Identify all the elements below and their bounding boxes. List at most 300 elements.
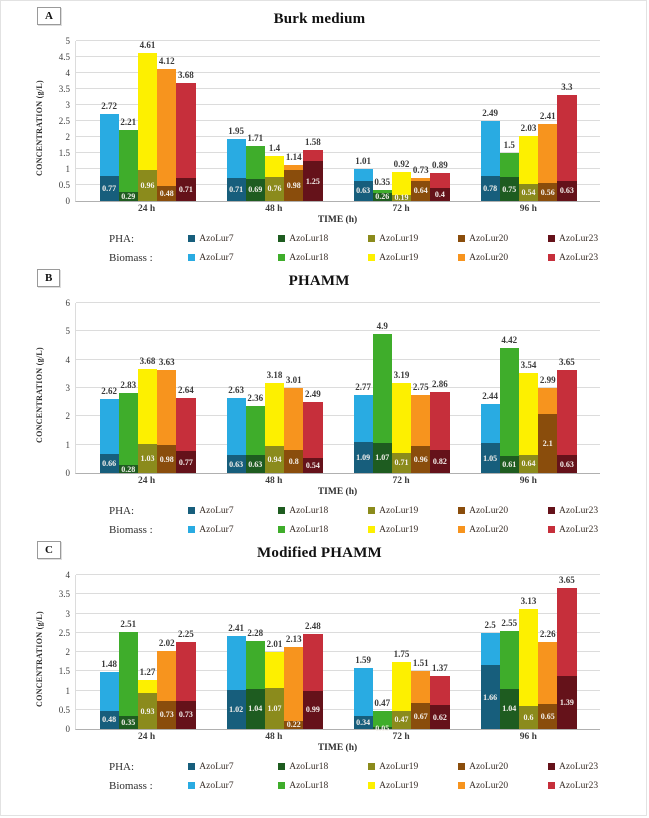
pha-segment-azolur19: [519, 455, 538, 473]
pha-segment-azolur7: [481, 443, 500, 473]
pha-segment-azolur18: [500, 177, 519, 201]
bar-azolur18-48h: [246, 628, 265, 729]
biomass-value-label: 3.65: [559, 356, 575, 367]
legend-swatch-icon: [458, 507, 465, 514]
pha-segment-azolur18: [373, 443, 392, 473]
legend-item-azolur18: [278, 234, 368, 244]
pha-segment-azolur7: [354, 181, 373, 201]
pha-segment-azolur7: [354, 716, 373, 729]
legend-item-azolur7: [188, 253, 278, 263]
biomass-value-label: 2.03: [520, 123, 537, 134]
legend-item-azolur7: [188, 781, 278, 791]
bar-azolur20-24h: [157, 56, 176, 201]
pha-value-label: 0.61: [502, 459, 517, 469]
pha-segment-azolur19: [138, 444, 157, 473]
y-tick-label: 0.5: [58, 180, 70, 190]
pha-segment-azolur20: [538, 183, 557, 201]
biomass-value-label: 2.13: [285, 634, 302, 644]
biomass-value-label: 2.48: [305, 620, 321, 631]
pha-segment-azolur19: [138, 170, 157, 201]
bar-azolur7-48h: [227, 125, 246, 201]
pha-value-label: 0.94: [267, 455, 282, 465]
biomass-value-label: 3.68: [178, 70, 194, 81]
bar-azolur23-48h: [303, 620, 322, 729]
bar-azolur23-24h: [176, 385, 195, 473]
legend-swatch-icon: [188, 254, 195, 261]
legend-swatch-icon: [368, 763, 375, 770]
bar-azolur7-96h: [481, 390, 500, 473]
pha-segment-azolur23: [176, 451, 195, 473]
biomass-value-label: 2.72: [101, 100, 117, 111]
legend-swatch-icon: [278, 507, 285, 514]
bar-group-96h: [481, 334, 577, 473]
biomass-value-label: 2.44: [482, 390, 498, 401]
legend-swatch-icon: [458, 254, 465, 261]
pha-value-label: 0.4: [434, 190, 445, 200]
plot-wrap-c: [75, 575, 600, 742]
legend-item-azolur19: [368, 781, 458, 791]
pha-segment-azolur19: [519, 706, 538, 729]
pha-value-label: 1.02: [229, 704, 244, 714]
panel-label-a: A: [37, 7, 61, 25]
bar-groups: [76, 41, 600, 201]
legend-swatch-icon: [548, 507, 555, 514]
bar-azolur23-96h: [557, 575, 576, 729]
y-tick-label: 1: [65, 685, 70, 696]
bar-azolur7-24h: [100, 659, 119, 729]
pha-segment-azolur19: [392, 711, 411, 729]
pha-value-label: 0.56: [540, 187, 555, 197]
legend-item-label: AzoLur20: [469, 761, 509, 772]
legend-swatch-icon: [188, 526, 195, 533]
bar-azolur19-96h: [519, 595, 538, 730]
bar-azolur20-72h: [411, 382, 430, 473]
bar-azolur20-48h: [284, 151, 303, 201]
biomass-value-label: 2.01: [266, 638, 283, 649]
bar-groups: [76, 575, 600, 733]
x-tick-label: 48 h: [265, 732, 283, 742]
y-tick-label: 2.5: [58, 116, 70, 126]
biomass-value-label: 1.5: [503, 140, 515, 150]
legend-b: [109, 501, 638, 539]
biomass-value-label: 2.5: [484, 619, 496, 630]
legend-swatch-icon: [188, 507, 195, 514]
y-tick-label: 1.5: [58, 666, 70, 677]
pha-value-label: 0.71: [229, 185, 244, 195]
pha-value-label: 0.77: [178, 457, 193, 467]
plot-area-b: [75, 303, 600, 474]
bar-azolur18-96h: [500, 334, 519, 473]
pha-value-label: 0.76: [267, 184, 282, 194]
bar-azolur7-96h: [481, 108, 500, 201]
x-tick-label: 24 h: [138, 204, 156, 214]
legend-item-label: AzoLur18: [289, 761, 329, 772]
biomass-value-label: 1.48: [101, 659, 117, 670]
pha-segment-azolur18: [373, 193, 392, 201]
legend-swatch-icon: [458, 763, 465, 770]
legend-item-azolur19: [368, 234, 458, 244]
legend-item-azolur7: [188, 234, 278, 244]
biomass-value-label: 0.89: [432, 159, 448, 170]
legend-swatch-icon: [278, 782, 285, 789]
pha-value-label: 2.1: [542, 438, 553, 448]
legend-role-label: Biomass :: [109, 523, 153, 536]
bar-azolur23-72h: [430, 663, 449, 729]
bar-azolur23-96h: [557, 356, 576, 473]
legend-item-azolur7: [188, 525, 278, 535]
bar-azolur19-72h: [392, 158, 411, 203]
pha-segment-azolur18: [500, 689, 519, 729]
pha-value-label: 0.67: [413, 711, 428, 721]
biomass-value-label: 2.63: [228, 385, 244, 396]
legend-item-azolur23: [548, 525, 638, 535]
biomass-value-label: 1.37: [432, 663, 448, 674]
bar-azolur23-96h: [557, 82, 576, 201]
legend-swatch-icon: [548, 763, 555, 770]
pha-segment-azolur20: [284, 721, 303, 729]
legend-item-label: AzoLur7: [199, 252, 234, 263]
x-tick-label: 48 h: [265, 204, 283, 214]
pha-segment-azolur23: [176, 701, 195, 729]
bar-azolur19-48h: [265, 143, 284, 201]
legend-item-label: AzoLur23: [559, 524, 599, 535]
biomass-value-label: 3.68: [139, 355, 156, 366]
biomass-value-label: 2.75: [412, 382, 429, 393]
bar-azolur23-24h: [176, 629, 195, 729]
biomass-value-label: 3.18: [266, 369, 283, 380]
y-tick-label: 3: [65, 608, 70, 619]
plot-wrap-b: [75, 303, 600, 486]
x-axis-title-c: TIME (h): [317, 743, 358, 753]
pha-value-label: 0.63: [559, 186, 574, 196]
bar-azolur18-24h: [119, 117, 138, 201]
bar-azolur18-72h: [373, 697, 392, 733]
pha-segment-azolur20: [157, 701, 176, 729]
bar-azolur19-96h: [519, 359, 538, 473]
pha-segment-azolur7: [354, 442, 373, 473]
bar-azolur20-96h: [538, 629, 557, 729]
biomass-value-label: 2.41: [539, 110, 556, 121]
pha-value-label: 1.04: [248, 704, 263, 714]
y-tick-label: 2: [65, 647, 70, 657]
legend-role-label: PHA:: [109, 232, 135, 245]
legend-row-pha: [109, 501, 638, 520]
pha-value-label: 0.64: [413, 186, 428, 196]
legend-item-azolur23: [548, 506, 638, 516]
chart-b: [35, 298, 638, 486]
bar-azolur20-72h: [411, 657, 430, 729]
bar-azolur19-72h: [392, 369, 411, 473]
bar-azolur18-48h: [246, 133, 265, 201]
legend-swatch-icon: [368, 782, 375, 789]
bar-azolur23-72h: [430, 378, 449, 473]
pha-segment-azolur18: [373, 723, 392, 733]
legend-item-azolur19: [368, 525, 458, 535]
pha-segment-azolur23: [303, 458, 322, 473]
bar-azolur23-24h: [176, 70, 195, 201]
legend-item-azolur19: [368, 253, 458, 263]
biomass-value-label: 3.01: [285, 374, 302, 385]
bar-azolur18-96h: [500, 617, 519, 729]
chart-title-c: Modified PHAMM: [257, 545, 382, 561]
bar-group-72h: [354, 321, 450, 473]
pha-value-label: 0.73: [159, 710, 174, 720]
legend-item-label: AzoLur7: [199, 761, 234, 772]
bar-group-24h: [100, 619, 196, 729]
legend-swatch-icon: [458, 526, 465, 533]
legend-item-label: AzoLur20: [469, 252, 509, 263]
legend-swatch-icon: [188, 782, 195, 789]
y-tick-label: 3: [65, 383, 70, 393]
bar-group-48h: [227, 125, 323, 201]
legend-item-label: AzoLur23: [559, 505, 599, 516]
legend-item-label: AzoLur19: [379, 252, 419, 263]
chart-title-a: Burk medium: [273, 11, 366, 27]
bar-azolur20-24h: [157, 357, 176, 473]
pha-segment-azolur18: [119, 716, 138, 729]
pha-value-label: 0.8: [288, 457, 299, 467]
bar-azolur20-48h: [284, 374, 303, 473]
pha-segment-azolur23: [303, 161, 322, 201]
pha-value-label: 0.78: [483, 184, 498, 194]
pha-value-label: 1.04: [502, 704, 517, 714]
pha-segment-azolur19: [392, 453, 411, 473]
legend-swatch-icon: [278, 526, 285, 533]
legend-swatch-icon: [458, 235, 465, 242]
x-tick-label: 72 h: [392, 204, 410, 214]
biomass-value-label: 2.28: [247, 628, 264, 639]
legend-item-label: AzoLur18: [289, 233, 329, 244]
pha-value-label: 0.65: [540, 711, 555, 721]
bar-azolur20-96h: [538, 110, 557, 201]
legend-row-pha: [109, 757, 638, 776]
legend-item-label: AzoLur7: [199, 505, 234, 516]
biomass-value-label: 2.83: [120, 379, 137, 390]
pha-segment-azolur23: [430, 188, 449, 201]
pha-segment-azolur23: [557, 181, 576, 201]
biomass-value-label: 1.58: [305, 137, 321, 148]
biomass-value-label: 1.51: [412, 657, 429, 668]
legend-role-label: Biomass :: [109, 779, 153, 792]
pha-segment-azolur19: [392, 195, 411, 201]
plot-wrap-a: [75, 41, 600, 214]
pha-value-label: 0.96: [413, 454, 428, 464]
x-tick-label: 24 h: [138, 732, 156, 742]
pha-segment-azolur23: [303, 691, 322, 729]
y-tick-label: 1: [65, 164, 70, 174]
x-axis-title-b: TIME (h): [317, 487, 358, 497]
legend-item-label: AzoLur19: [379, 233, 419, 244]
biomass-value-label: 3.13: [520, 595, 537, 606]
pha-segment-azolur18: [500, 456, 519, 473]
bar-azolur20-72h: [411, 164, 430, 201]
x-axis-labels-b: [75, 476, 600, 486]
x-tick-label: 72 h: [392, 476, 410, 486]
pha-segment-azolur7: [481, 176, 500, 201]
panel-c: [1, 539, 646, 795]
pha-segment-azolur7: [100, 454, 119, 473]
pha-value-label: 0.63: [356, 186, 371, 196]
biomass-value-label: 4.61: [139, 40, 156, 51]
biomass-value-label: 3.54: [520, 359, 537, 370]
bar-azolur7-72h: [354, 654, 373, 729]
pha-segment-azolur7: [227, 178, 246, 201]
legend-swatch-icon: [368, 526, 375, 533]
bar-group-72h: [354, 155, 450, 203]
pha-segment-azolur7: [227, 455, 246, 473]
y-tick-label: 4: [65, 570, 70, 580]
pha-segment-azolur23: [557, 676, 576, 730]
legend-item-azolur23: [548, 781, 638, 791]
legend-swatch-icon: [188, 235, 195, 242]
x-tick-label: 72 h: [392, 732, 410, 742]
biomass-value-label: 1.14: [285, 151, 302, 162]
bar-azolur7-48h: [227, 623, 246, 729]
legend-item-label: AzoLur18: [289, 780, 329, 791]
biomass-value-label: 1.95: [228, 125, 244, 136]
y-tick-label: 1.5: [58, 148, 70, 158]
pha-value-label: 0.99: [305, 705, 320, 715]
bar-azolur18-24h: [119, 619, 138, 729]
legend-c: [109, 757, 638, 795]
legend-swatch-icon: [548, 254, 555, 261]
y-tick-label: 4.5: [58, 52, 70, 62]
legend-item-label: AzoLur23: [559, 233, 599, 244]
legend-row-biomass: [109, 248, 638, 267]
bar-group-24h: [100, 40, 196, 201]
pha-value-label: 1.25: [305, 176, 320, 186]
legend-item-azolur19: [368, 506, 458, 516]
biomass-value-label: 3.63: [158, 357, 175, 368]
legend-swatch-icon: [548, 526, 555, 533]
pha-segment-azolur7: [227, 690, 246, 729]
legend-item-azolur18: [278, 762, 368, 772]
pha-value-label: 0.71: [394, 458, 409, 468]
legend-swatch-icon: [368, 254, 375, 261]
bar-azolur19-24h: [138, 667, 157, 729]
pha-segment-azolur18: [119, 465, 138, 473]
panel-b-header: [9, 269, 638, 293]
bar-group-48h: [227, 620, 323, 730]
biomass-value-label: 2.64: [178, 385, 194, 396]
legend-swatch-icon: [278, 235, 285, 242]
panel-label-c: C: [37, 541, 61, 559]
legend-item-azolur18: [278, 253, 368, 263]
legend-item-label: AzoLur23: [559, 252, 599, 263]
legend-item-label: AzoLur18: [289, 505, 329, 516]
legend-item-azolur20: [458, 762, 548, 772]
pha-value-label: 0.96: [140, 181, 155, 191]
y-tick-label: 3.5: [58, 84, 70, 94]
bar-group-72h: [354, 648, 450, 733]
pha-value-label: 0.35: [121, 717, 136, 727]
legend-item-azolur18: [278, 525, 368, 535]
biomass-value-label: 2.99: [539, 375, 556, 386]
y-tick-label: 2: [65, 411, 70, 422]
pha-segment-azolur23: [430, 450, 449, 473]
panel-b: [1, 267, 646, 539]
pha-value-label: 0.75: [502, 184, 517, 194]
legend-swatch-icon: [368, 507, 375, 514]
bar-group-24h: [100, 355, 196, 474]
pha-value-label: 0.6: [523, 712, 534, 722]
legend-item-label: AzoLur20: [469, 524, 509, 535]
bar-azolur18-24h: [119, 379, 138, 474]
pha-value-label: 0.28: [121, 464, 136, 474]
x-tick-label: 96 h: [519, 476, 537, 486]
pha-segment-azolur19: [138, 693, 157, 729]
pha-value-label: 0.62: [432, 712, 447, 722]
biomass-value-label: 3.19: [393, 369, 410, 380]
legend-swatch-icon: [368, 235, 375, 242]
bar-azolur7-72h: [354, 381, 373, 473]
legend-item-label: AzoLur23: [559, 780, 599, 791]
legend-item-label: AzoLur7: [199, 233, 234, 244]
legend-row-biomass: [109, 776, 638, 795]
bar-groups: [76, 303, 600, 473]
pha-value-label: 0.64: [521, 459, 536, 469]
bar-azolur19-48h: [265, 369, 284, 473]
pha-segment-azolur19: [265, 177, 284, 201]
y-axis-ticks-c: [49, 570, 75, 734]
pha-value-label: 0.69: [248, 185, 263, 195]
bar-group-96h: [481, 82, 577, 201]
legend-item-azolur20: [458, 525, 548, 535]
y-tick-label: 3.5: [58, 589, 70, 600]
legend-item-label: AzoLur20: [469, 780, 509, 791]
biomass-value-label: 1.01: [355, 155, 371, 166]
biomass-value-label: 1.75: [393, 648, 410, 659]
bar-azolur19-48h: [265, 638, 284, 729]
pha-value-label: 0.98: [159, 454, 174, 464]
legend-item-label: AzoLur7: [199, 524, 234, 535]
biomass-value-label: 2.21: [120, 117, 137, 128]
y-tick-label: 2.5: [58, 627, 70, 638]
pha-segment-azolur18: [246, 689, 265, 729]
legend-row-biomass: [109, 520, 638, 539]
y-axis-ticks-b: [49, 298, 75, 478]
bar-azolur18-96h: [500, 140, 519, 201]
pha-value-label: 0.34: [356, 717, 371, 727]
bar-azolur7-24h: [100, 385, 119, 473]
pha-value-label: 0.22: [286, 720, 301, 730]
y-tick-label: 4: [65, 354, 70, 365]
biomass-value-label: 0.35: [374, 176, 391, 187]
biomass-value-label: 2.41: [228, 623, 244, 634]
pha-segment-azolur20: [538, 704, 557, 729]
legend-item-label: AzoLur20: [469, 233, 509, 244]
bar-azolur20-48h: [284, 634, 303, 730]
pha-value-label: 0.48: [102, 715, 117, 725]
x-axis-labels-a: [75, 204, 600, 214]
pha-value-label: 1.39: [559, 697, 574, 707]
x-axis-labels-c: [75, 732, 600, 742]
biomass-value-label: 2.51: [120, 619, 137, 630]
x-tick-label: 24 h: [138, 476, 156, 486]
legend-item-label: AzoLur19: [379, 524, 419, 535]
legend-swatch-icon: [548, 235, 555, 242]
pha-segment-azolur20: [284, 450, 303, 473]
bar-azolur18-72h: [373, 176, 392, 202]
legend-item-azolur7: [188, 762, 278, 772]
legend-swatch-icon: [548, 782, 555, 789]
legend-item-azolur7: [188, 506, 278, 516]
pha-value-label: 0.26: [375, 192, 390, 202]
chart-c: [35, 570, 638, 742]
biomass-value-label: 0.92: [393, 158, 410, 169]
y-tick-label: 5: [65, 36, 70, 46]
pha-value-label: 0.98: [286, 180, 301, 190]
